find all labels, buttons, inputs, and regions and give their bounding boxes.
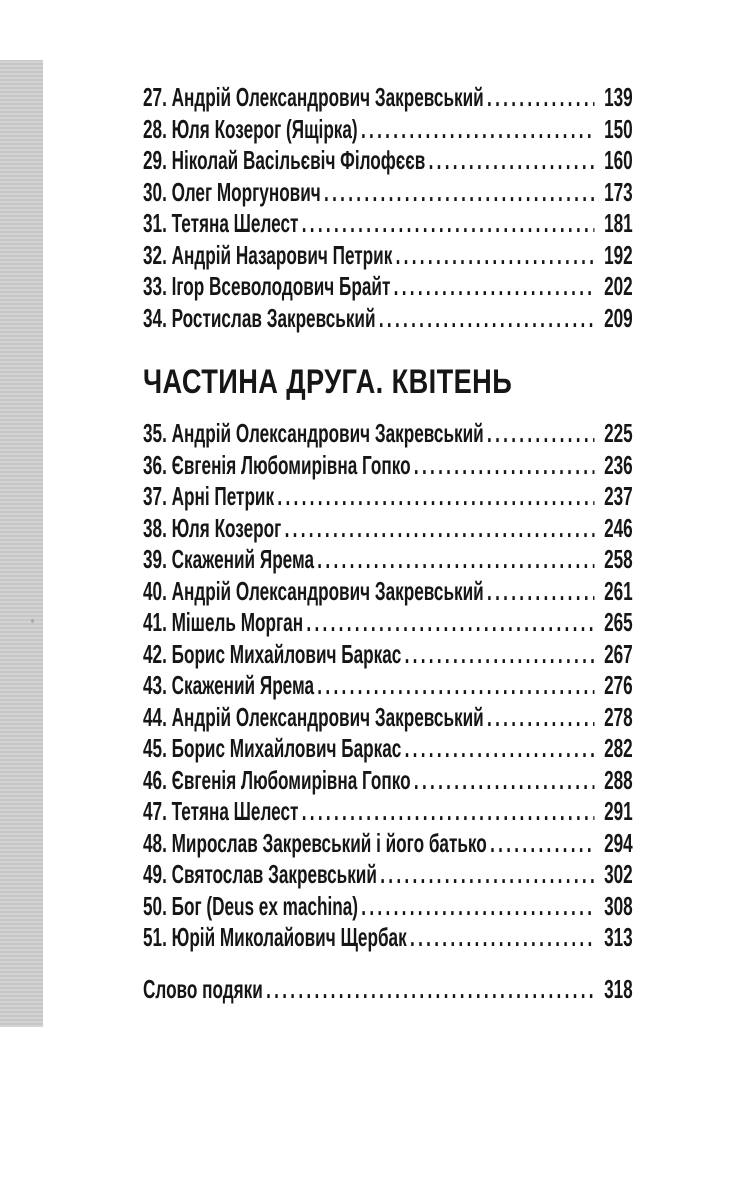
toc-entry (143, 82, 633, 114)
toc-list-part2 (143, 418, 633, 954)
toc-leader-dots (277, 481, 594, 513)
toc-leader-dots (487, 702, 594, 734)
toc-leader-dots (317, 670, 594, 702)
toc-leader-dots (380, 859, 594, 891)
toc-entry (143, 481, 633, 513)
toc-entry-page: 236 (604, 449, 633, 480)
toc-entry-label: 47. Тетяна Шелест (143, 796, 299, 826)
toc-entry-page: 209 (604, 302, 633, 333)
toc-entry-label: 51. Юрій Миколайович Щербак (143, 922, 407, 952)
toc-leader-dots (361, 114, 594, 146)
toc-leader-dots (302, 208, 595, 240)
toc-entry-page: 173 (604, 176, 633, 207)
toc-entry-page: 150 (604, 113, 633, 144)
toc-entry (143, 544, 633, 576)
toc-entry-label: 42. Борис Михайлович Баркас (143, 638, 402, 669)
toc-entry-page: 276 (604, 670, 633, 700)
toc-entry (143, 796, 633, 828)
toc-entry-label: 50. Бог (Deus ex machina) (143, 890, 358, 921)
toc-entry-label: 45. Борис Михайлович Баркас (143, 733, 402, 763)
page-edge-shadow (0, 60, 43, 1027)
toc-entry (143, 177, 633, 209)
toc-entry (143, 145, 633, 177)
toc-entry-page: 282 (604, 733, 633, 763)
toc-entry (143, 639, 633, 671)
toc-entry-label: 28. Юля Козерог (Ящірка) (143, 113, 358, 144)
toc-content (143, 82, 633, 1005)
toc-entry-page: 308 (604, 890, 633, 921)
toc-entry (143, 733, 633, 765)
toc-entry-label: 43. Скажений Ярема (143, 670, 315, 700)
toc-leader-dots (379, 303, 595, 335)
toc-entry-label: 46. Євгенія Любомирівна Гопко (143, 764, 411, 795)
toc-entry-label: 48. Мирослав Закревський і його батько (143, 827, 487, 858)
toc-entry-label: 29. Ніколай Васільєвіч Філофєєв (143, 145, 426, 175)
acknowledgements-row (143, 974, 633, 1006)
toc-entry-page: 302 (604, 859, 633, 889)
toc-entry (143, 513, 633, 545)
toc-entry (143, 828, 633, 860)
toc-entry (143, 670, 633, 702)
toc-entry-page: 160 (604, 145, 633, 175)
toc-entry-label: 49. Святослав Закревський (143, 859, 377, 889)
toc-leader-dots (490, 828, 594, 860)
toc-list-part1 (143, 82, 633, 334)
toc-leader-dots (266, 974, 594, 1006)
toc-leader-dots (429, 145, 595, 177)
toc-entry (143, 208, 633, 240)
toc-entry-label: 27. Андрій Олександрович Закревський (143, 82, 484, 112)
toc-leader-dots (317, 544, 594, 576)
acknowledgements-label: Слово подяки (143, 973, 263, 1004)
toc-entry-label: 40. Андрій Олександрович Закревський (143, 575, 484, 606)
toc-entry-label: 44. Андрій Олександрович Закревський (143, 701, 484, 732)
toc-leader-dots (324, 177, 594, 209)
toc-entry-label: 33. Ігор Всеволодович Брайт (143, 271, 391, 301)
toc-leader-dots (285, 513, 595, 545)
toc-entry-page: 288 (604, 764, 633, 795)
toc-leader-dots (414, 450, 595, 482)
toc-entry (143, 859, 633, 891)
toc-leader-dots (394, 271, 595, 303)
acknowledgements-section (143, 974, 633, 1006)
toc-entry-label: 35. Андрій Олександрович Закревський (143, 418, 484, 448)
toc-leader-dots (361, 891, 594, 923)
toc-entry (143, 240, 633, 272)
toc-entry-label: 36. Євгенія Любомирівна Гопко (143, 449, 411, 480)
toc-entry (143, 271, 633, 303)
toc-entry (143, 114, 633, 146)
toc-leader-dots (487, 576, 594, 608)
toc-entry-page: 225 (604, 418, 633, 448)
toc-leader-dots (487, 418, 594, 450)
toc-entry-label: 30. Олег Моргунович (143, 176, 321, 207)
toc-entry-label: 34. Ростислав Закревський (143, 302, 376, 333)
toc-entry-page: 181 (604, 208, 633, 238)
toc-entry-page: 192 (604, 239, 633, 270)
toc-entry-page: 313 (604, 922, 633, 952)
toc-leader-dots (405, 733, 595, 765)
toc-entry-label: 39. Скажений Ярема (143, 544, 315, 574)
scan-artifact-speck (31, 619, 34, 623)
toc-entry-page: 267 (604, 638, 633, 669)
toc-leader-dots (396, 240, 595, 272)
toc-leader-dots (487, 82, 594, 114)
toc-entry-label: 38. Юля Козерог (143, 512, 282, 543)
toc-entry-label: 31. Тетяна Шелест (143, 208, 299, 238)
toc-entry-page: 278 (604, 701, 633, 732)
toc-entry (143, 765, 633, 797)
toc-entry-page: 261 (604, 575, 633, 606)
toc-entry-page: 258 (604, 544, 633, 574)
toc-entry-page: 291 (604, 796, 633, 826)
toc-leader-dots (302, 796, 595, 828)
toc-entry (143, 450, 633, 482)
toc-entry (143, 576, 633, 608)
toc-entry-page: 202 (604, 271, 633, 301)
toc-entry-page: 139 (604, 82, 633, 112)
toc-entry (143, 891, 633, 923)
toc-entry-label: 41. Мішель Морган (143, 607, 304, 637)
toc-entry-label: 37. Арні Петрик (143, 481, 275, 511)
toc-leader-dots (414, 765, 595, 797)
toc-entry (143, 702, 633, 734)
toc-entry-page: 237 (604, 481, 633, 511)
toc-leader-dots (306, 607, 594, 639)
toc-entry (143, 607, 633, 639)
toc-entry-page: 246 (604, 512, 633, 543)
acknowledgements-page: 318 (604, 973, 633, 1004)
toc-entry (143, 303, 633, 335)
section-heading: ЧАСТИНА ДРУГА. КВІТЕНЬ (143, 363, 513, 401)
toc-leader-dots (410, 922, 594, 954)
toc-entry-page: 265 (604, 607, 633, 637)
toc-entry-page: 294 (604, 827, 633, 858)
toc-entry-label: 32. Андрій Назарович Петрик (143, 239, 393, 270)
toc-entry (143, 922, 633, 954)
toc-entry (143, 418, 633, 450)
toc-leader-dots (405, 639, 595, 671)
